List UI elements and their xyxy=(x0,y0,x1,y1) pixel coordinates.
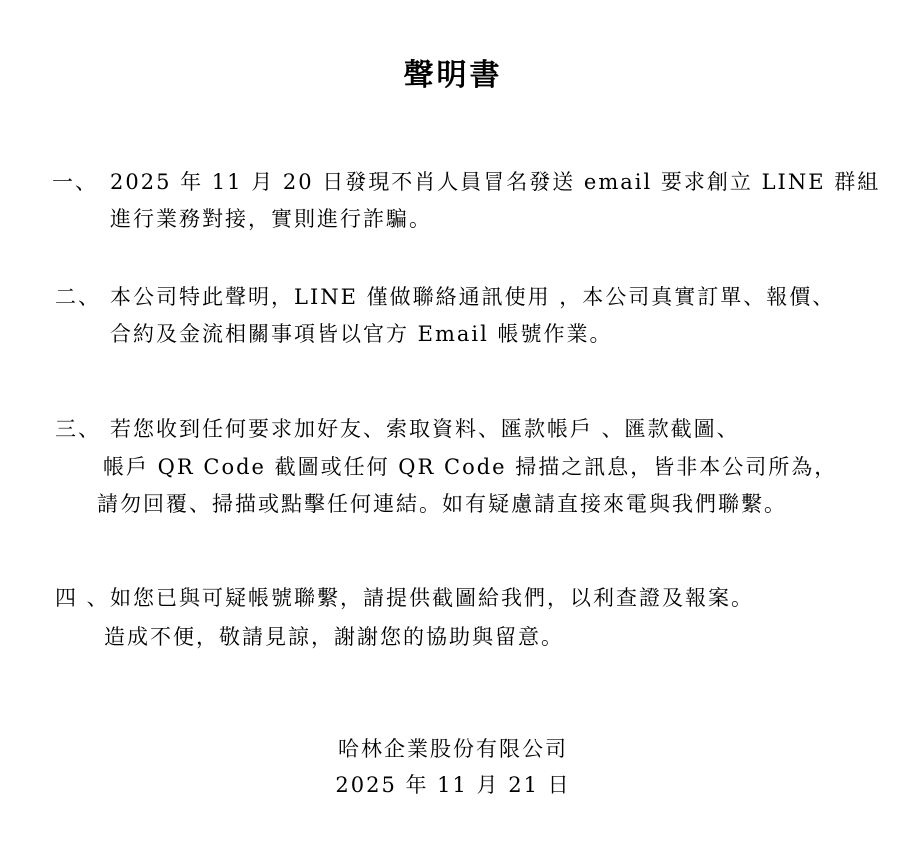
section-2-text-1: 本公司特此聲明，LINE 僅做聯絡通訊使用 ，本公司真實訂單、報價、 xyxy=(110,285,836,309)
section-4-line-1 xyxy=(55,582,754,612)
section-4-line-2: 造成不便，敬請見諒，謝謝您的協助與留意。 xyxy=(104,625,564,649)
section-2-line-2: 合約及金流相關事項皆以官方 Email 帳號作業。 xyxy=(110,322,613,346)
section-1-line-2: 進行業務對接，實則進行詐騙。 xyxy=(110,207,432,231)
section-3-marker: 三、 xyxy=(55,417,101,441)
statement-date: 2025 年 11 月 21 日 xyxy=(335,773,571,797)
section-3-line-3: 請勿回覆、掃描或點擊任何連結。如有疑慮請直接來電與我們聯繫。 xyxy=(97,492,787,516)
section-2-line-1 xyxy=(55,281,835,311)
section-3-line-2: 帳戶 QR Code 截圖或任何 QR Code 掃描之訊息，皆非本公司所為， xyxy=(103,455,838,479)
section-1-text-1: 2025 年 11 月 20 日發現不肖人員冒名發送 email 要求創立 LINE 群組 xyxy=(110,170,881,194)
section-1-line-1 xyxy=(52,166,880,196)
section-2-marker: 二、 xyxy=(55,285,101,309)
section-3-line-1 xyxy=(55,413,740,443)
document-title: 聲明書 xyxy=(403,58,503,93)
section-4-text-1: 如您已與可疑帳號聯繫，請提供截圖給我們，以利查證及報案。 xyxy=(110,586,754,610)
company-name: 哈林企業股份有限公司 xyxy=(338,737,568,761)
section-1-marker: 一、 xyxy=(52,170,98,194)
section-4-marker: 四 、 xyxy=(55,586,110,610)
section-3-text-1: 若您收到任何要求加好友、索取資料、匯款帳戶 、匯款截圖、 xyxy=(110,417,740,441)
